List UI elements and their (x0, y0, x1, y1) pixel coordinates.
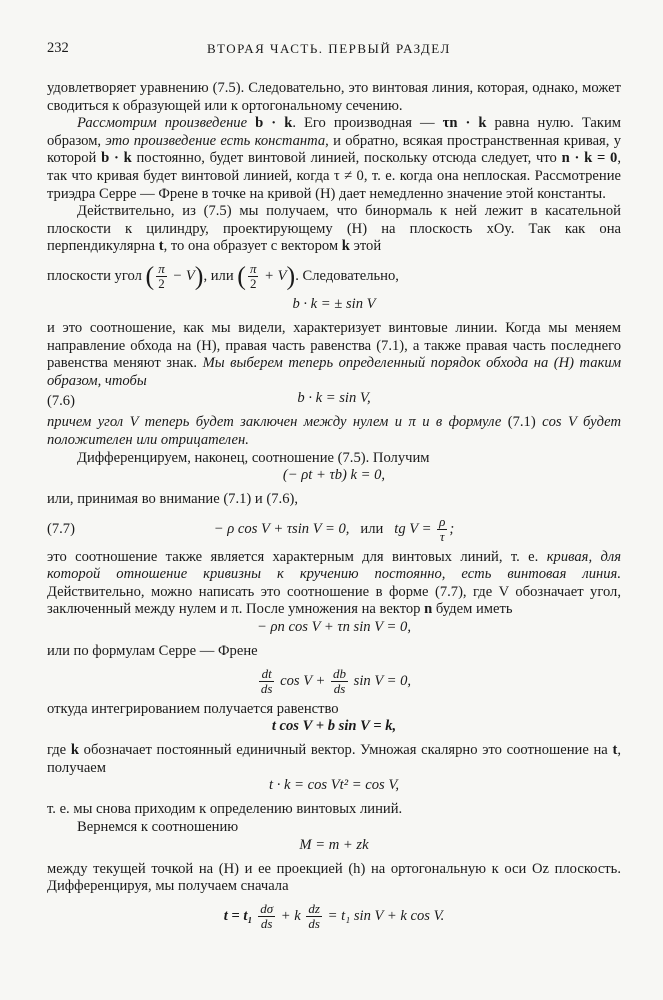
paragraph-8: это соотношение также является характерным для винтовых линий, т. е. кривая, для которой отношение кривизны к кручению постоянно, есть винтовая линия. Действительно, можно написать это соотношение в форме (7.7), где V обозначает угол, заключенный между нулем и π. После умножения на вектор n будем иметь (47, 548, 621, 618)
page-header (47, 40, 621, 62)
paragraph-3-angle-line: плоскости угол ( $\frac{\pi}{2}$ − V), или ( $\frac{\pi}{2}$ + V). Следовательно, (47, 261, 399, 292)
paragraph-9: или по формулам Серре — Френе (47, 643, 258, 660)
paragraph-5: причем угол V теперь будет заключен между нулем и π и в формуле (7.1) cos V будет положителен или отрицателен. (47, 414, 622, 448)
paragraph-7: или, принимая во внимание (7.1) и (7.6), (47, 491, 298, 508)
paragraph-10: откуда интегрированием получается равенство (47, 700, 339, 717)
paragraph-11: где k обозначает постоянный единичный вектор. Умножая скалярно это соотношение на t, получаем (47, 742, 621, 776)
paragraph-1: удовлетворяет уравнению (7.5). Следовательно, это винтовая линия, которая, однако, может сводиться к образующей или к ортогональному сечению. (47, 80, 621, 114)
running-title: ВТОРАЯ ЧАСТЬ. ПЕРВЫЙ РАЗДЕЛ (207, 41, 451, 56)
equation-bk-plus-minus: b · k = ± sin V (292, 295, 376, 312)
equation-integrated: t cos V + b sin V = k, (271, 718, 397, 735)
equation-7-6: (7.6) b · k = sin V, (47, 390, 371, 410)
equation-differentiated: (− ρt + τb) k = 0, (282, 467, 386, 484)
paragraph-4: и это соотношение, как мы видели, характеризует винтовые линии. Когда мы меняем направление обхода на (H), правая часть равенства (7.1), а также правая часть последнего равенства меняют знак. Мы выберем теперь определенный порядок обхода на (H) таким образом, чтобы (47, 319, 622, 389)
page-body (47, 80, 621, 936)
equation-frenet: $\frac{dt}{ds}$ cos V + $\frac{db}{ds}$ sin V = 0, (260, 665, 412, 696)
equation-final: t = t₁ $\frac{d\sigma}{ds}$ + k $\frac{dz}{ds}$ = t₁ sin V + k cos V. (223, 900, 445, 931)
equation-M: M = m + zk (299, 836, 369, 853)
equation-7-7: (7.7) − ρ cos V + τsin V = 0, или tg V = $\frac{\rho}{\tau}$ ; (47, 513, 455, 544)
paragraph-2: Рассмотрим произведение b · k. Его производная — τn · k равна нулю. Таким образом, это произведение есть константа, и обратно, всякая пространственная кривая, у которой b · k постоянно, будет винтовой линией, поскольку отсюда следует, что n · k = 0, так что кривая будет винтовой линией, когда τ ≠ 0, т. е. когда она неплоская. Рассмотрение триэдра Серре — Френе в точке на кривой (H) дает немедленно значение этой константы. (47, 115, 622, 202)
equation-t-dot-k: t · k = cos Vt² = cos V, (269, 777, 399, 794)
equation-rho-n: − ρn cos V + τn sin V = 0, (257, 619, 411, 636)
book-page (47, 40, 622, 931)
paragraph-12: т. е. мы снова приходим к определению винтовых линий. (47, 801, 403, 818)
paragraph-14: между текущей точкой на (H) и ее проекцией (h) на ортогональную к оси Oz плоскость. Дифференцируя, мы получаем сначала (47, 860, 621, 895)
paragraph-13: Вернемся к соотношению (77, 819, 239, 836)
page-number: 232 (47, 40, 69, 56)
paragraph-6: Дифференцируем, наконец, соотношение (7.5). Получим (77, 449, 430, 466)
paragraph-3: Действительно, из (7.5) мы получаем, что бинормаль к ней лежит в касательной плоскости к цилиндру, проектирующему (H) на плоскость xOy. Так как она перпендикулярна t, то она образует с вектором k этой (47, 203, 621, 255)
